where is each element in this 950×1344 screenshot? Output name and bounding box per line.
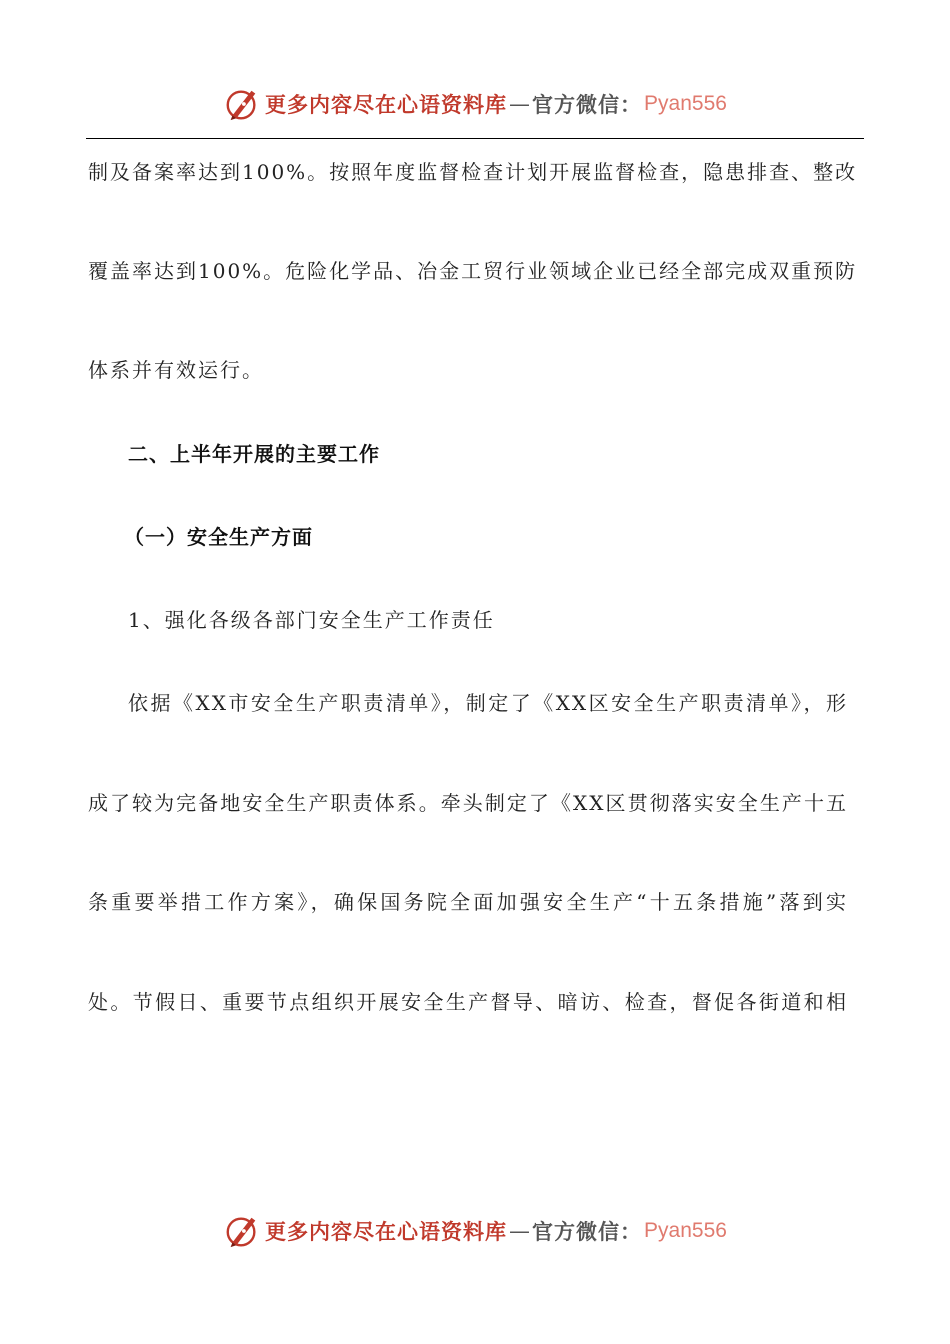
subsection-heading: （一）安全生产方面 xyxy=(124,525,313,549)
section-heading: 二、上半年开展的主要工作 xyxy=(128,442,380,466)
footer-wechat-label: 官方微信： xyxy=(532,1219,643,1244)
paragraph-line-2: 成了较为完备地安全生产职责体系。牵头制定了《XX区贯彻落实安全生产十五 xyxy=(88,791,848,815)
header-banner xyxy=(0,84,950,124)
paragraph-line-3: 条重要举措工作方案》，确保国务院全面加强安全生产“十五条措施”落到实 xyxy=(88,890,848,914)
footer-separator: — xyxy=(509,1219,531,1243)
banner-wechat-id: Pyan556 xyxy=(644,92,727,115)
banner-separator: — xyxy=(509,92,531,116)
footer-banner xyxy=(0,1211,950,1251)
header-divider xyxy=(86,138,864,139)
banner-wechat-label: 官方微信： xyxy=(532,92,643,117)
footer-wechat-id: Pyan556 xyxy=(644,1219,727,1242)
footer-banner-content xyxy=(223,1212,727,1250)
item-heading: 1、强化各级各部门安全生产工作责任 xyxy=(128,608,495,632)
paragraph-line-4: 处。节假日、重要节点组织开展安全生产督导、暗访、检查，督促各街道和相 xyxy=(88,990,848,1014)
body-line-1: 制及备案率达到100%。按照年度监督检查计划开展监督检查，隐患排查、整改 xyxy=(88,160,858,184)
pen-in-circle-icon xyxy=(223,1212,261,1250)
pen-in-circle-icon xyxy=(223,85,261,123)
body-line-3: 体系并有效运行。 xyxy=(88,358,264,382)
paragraph-line-1: 依据《XX市安全生产职责清单》，制定了《XX区安全生产职责清单》，形 xyxy=(128,691,848,715)
footer-slogan: 更多内容尽在心语资料库 xyxy=(265,1219,508,1244)
header-banner-content xyxy=(223,85,727,123)
body-line-2: 覆盖率达到100%。危险化学品、冶金工贸行业领域企业已经全部完成双重预防 xyxy=(88,259,858,283)
banner-slogan: 更多内容尽在心语资料库 xyxy=(265,92,508,117)
